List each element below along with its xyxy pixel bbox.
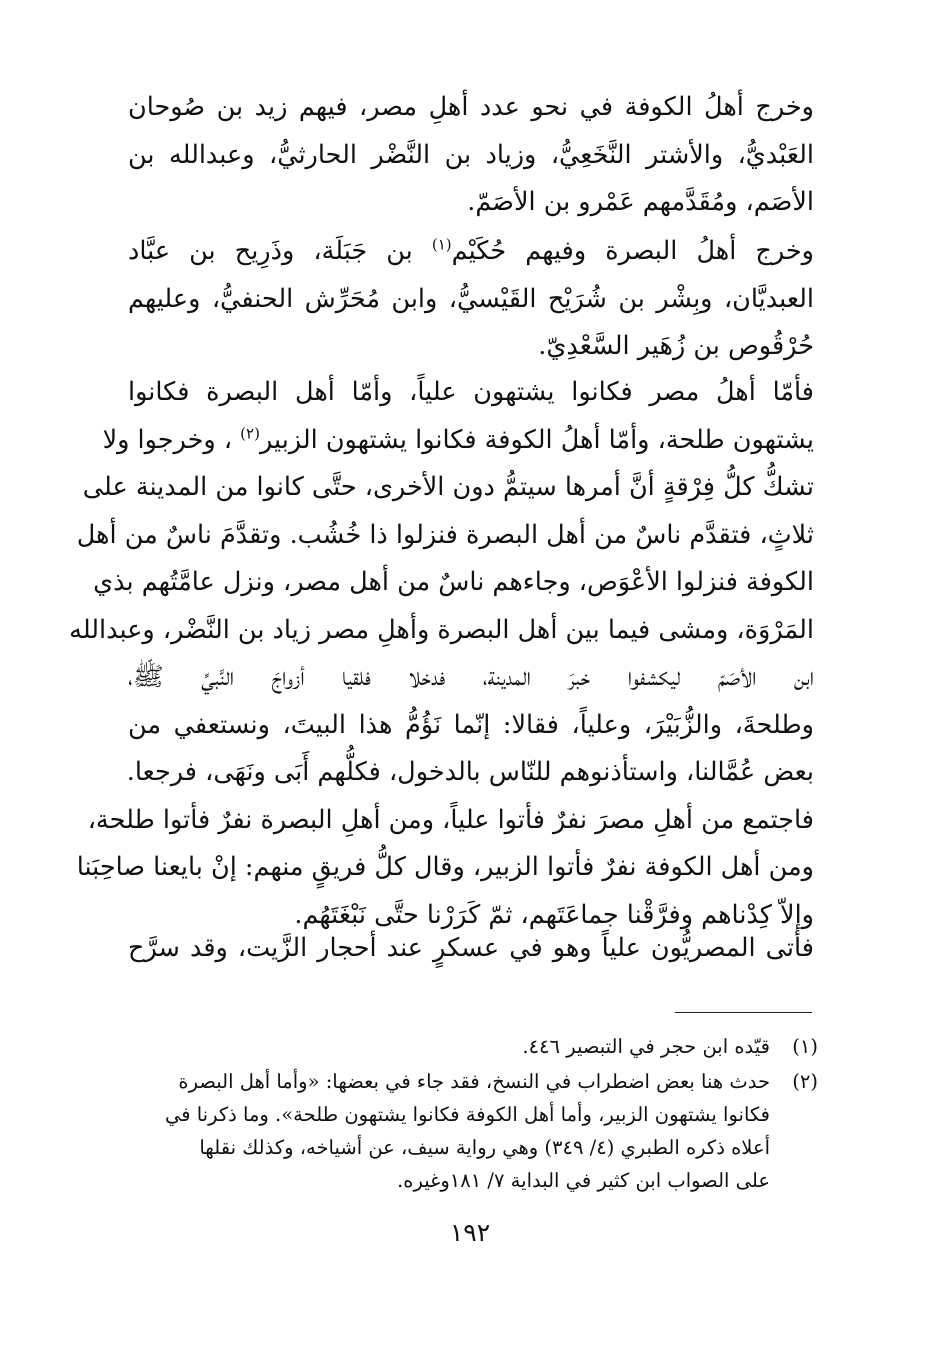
footnote-line: حدث هنا بعض اضطراب في النسخ، فقد جاء في بعضها: «وأما أهل البصرة [178, 1070, 770, 1093]
text-line [128, 228, 814, 276]
text-line: وطلحةَ، والزُّبَيْرَ، وعلياً، فقالا: إنّما نَؤُمُّ هذا البيتَ، ونستعفي من [128, 709, 814, 740]
footnote-line: أعلاه ذكره الطبري (٤/ ٣٤٩) وهي رواية سيف، عن أشياخه، وكذلك نقلها [199, 1136, 770, 1159]
footnote-line: فكانوا يشتهون الزبير، وأما أهل الكوفة فكانوا يشتهون طلحة». وما ذكرنا في [164, 1103, 770, 1126]
text-segment: يشتهون طلحة، وأمّا أهلُ الكوفة فكانوا يشتهون الزبير [259, 424, 814, 455]
text-line: الأصَم، ومُقَدَّمهم عَمْرو بن الأصَمّ. [467, 187, 814, 217]
footnote-divider [675, 1012, 812, 1013]
footnote-1 [128, 1030, 818, 1063]
footnote-text [128, 1065, 770, 1197]
footnote-text [128, 1030, 770, 1063]
paragraph-kufa [128, 84, 814, 227]
paragraph-basra [128, 228, 814, 371]
footnote-2 [128, 1065, 818, 1197]
footnote-line: على الصواب ابن كثير في البداية ٧/ ١٨١وغيره. [397, 1169, 770, 1192]
text-line: وإلاّ كِدْناهم وفرَّقْنا جماعَتَهم، ثمّ كَرَرْنا حتَّى نَبْغَتَهُم. [294, 899, 814, 930]
text-line: ابن الأصَمّ ليكشفوا خبرَ المدينة، فدخلا فلقيا أزواجَ النَّبيِّ ﷺ، [128, 662, 814, 692]
footnote-mark-1: (١) [431, 235, 452, 254]
text-line: حُرْقُوص بن زُهَير السَّعْدِيّ. [538, 331, 814, 361]
text-line [102, 417, 814, 465]
text-line: الكوفة فنزلوا الأعْوَص، وجاءهم ناسٌ من أهل مصر، ونزل عامَّتُهم بذي [93, 567, 814, 597]
page-number: ١٩٢ [449, 1218, 491, 1247]
footnote-number: (٢) [792, 1070, 818, 1093]
text-segment: وخرج أهلُ البصرة وفيهم حُكَيْم [451, 236, 814, 266]
footnotes [128, 1030, 818, 1199]
text-line: ومن أهل الكوفة نفرٌ فأتوا الزبير، وقال كلُّ فريقٍ منهم: إنْ بايعنا صاحِبَنا [76, 852, 814, 882]
text-segment: ، وخرجوا ولا [102, 424, 241, 455]
text-line: المَرْوَة، ومشى فيما بين أهل البصرة وأهلِ مصر زياد بن النَّضْر، وعبدالله [69, 614, 814, 645]
text-line: وخرج أهلُ الكوفة في نحو عدد أهلِ مصر، فيهم زيد بن صُوحان [128, 92, 814, 122]
paragraph-factions [69, 369, 814, 939]
footnote-mark-2: (٢) [240, 424, 260, 442]
text-line: العَبْديُّ، والأشتر النَّخَعِيُّ، وزياد بن النَّضْر الحارثيُّ، وعبدالله بن [128, 139, 814, 170]
paragraph-egyptians [128, 925, 814, 973]
footnote-number: (١) [792, 1035, 818, 1058]
text-line: تشكُّ كلُّ فِرْقةٍ أنَّ أمرها سيتمُّ دون الأخرى، حتَّى كانوا من المدينة على [82, 472, 814, 502]
footnote-line: قيّده ابن حجر في التبصير ٤٤٦. [522, 1035, 770, 1058]
text-segment: بن جَبَلَة، وذَرِيح بن عبَّاد [128, 236, 432, 266]
text-line: ثلاثٍ، فتقدَّم ناسٌ من أهل البصرة فنزلوا ذا خُشُب. وتقدَّمَ ناسٌ من أهل [76, 519, 814, 550]
text-line: فأتى المصريُّون علياً وهو في عسكرٍ عند أحجار الزَّيت، وقد سرَّح [128, 933, 814, 963]
text-line: العبديَّان، وبِشْر بن شُرَيْح القَيْسيُّ، وابن مُحَرِّش الحنفيُّ، وعليهم [128, 283, 814, 314]
text-line: فأمّا أهلُ مصر فكانوا يشتهون علياً، وأمّا أهل البصرة فكانوا [128, 377, 814, 407]
text-line: فاجتمع من أهلِ مصرَ نفرٌ فأتوا علياً، ومن أهلِ البصرة نفرٌ فأتوا طلحة، [87, 804, 814, 835]
text-line: بعض عُمَّالنا، واستأذنوهم للنّاس بالدخول، فكلُّهم أَبَى ونَهَى، فرجعا. [126, 757, 814, 787]
